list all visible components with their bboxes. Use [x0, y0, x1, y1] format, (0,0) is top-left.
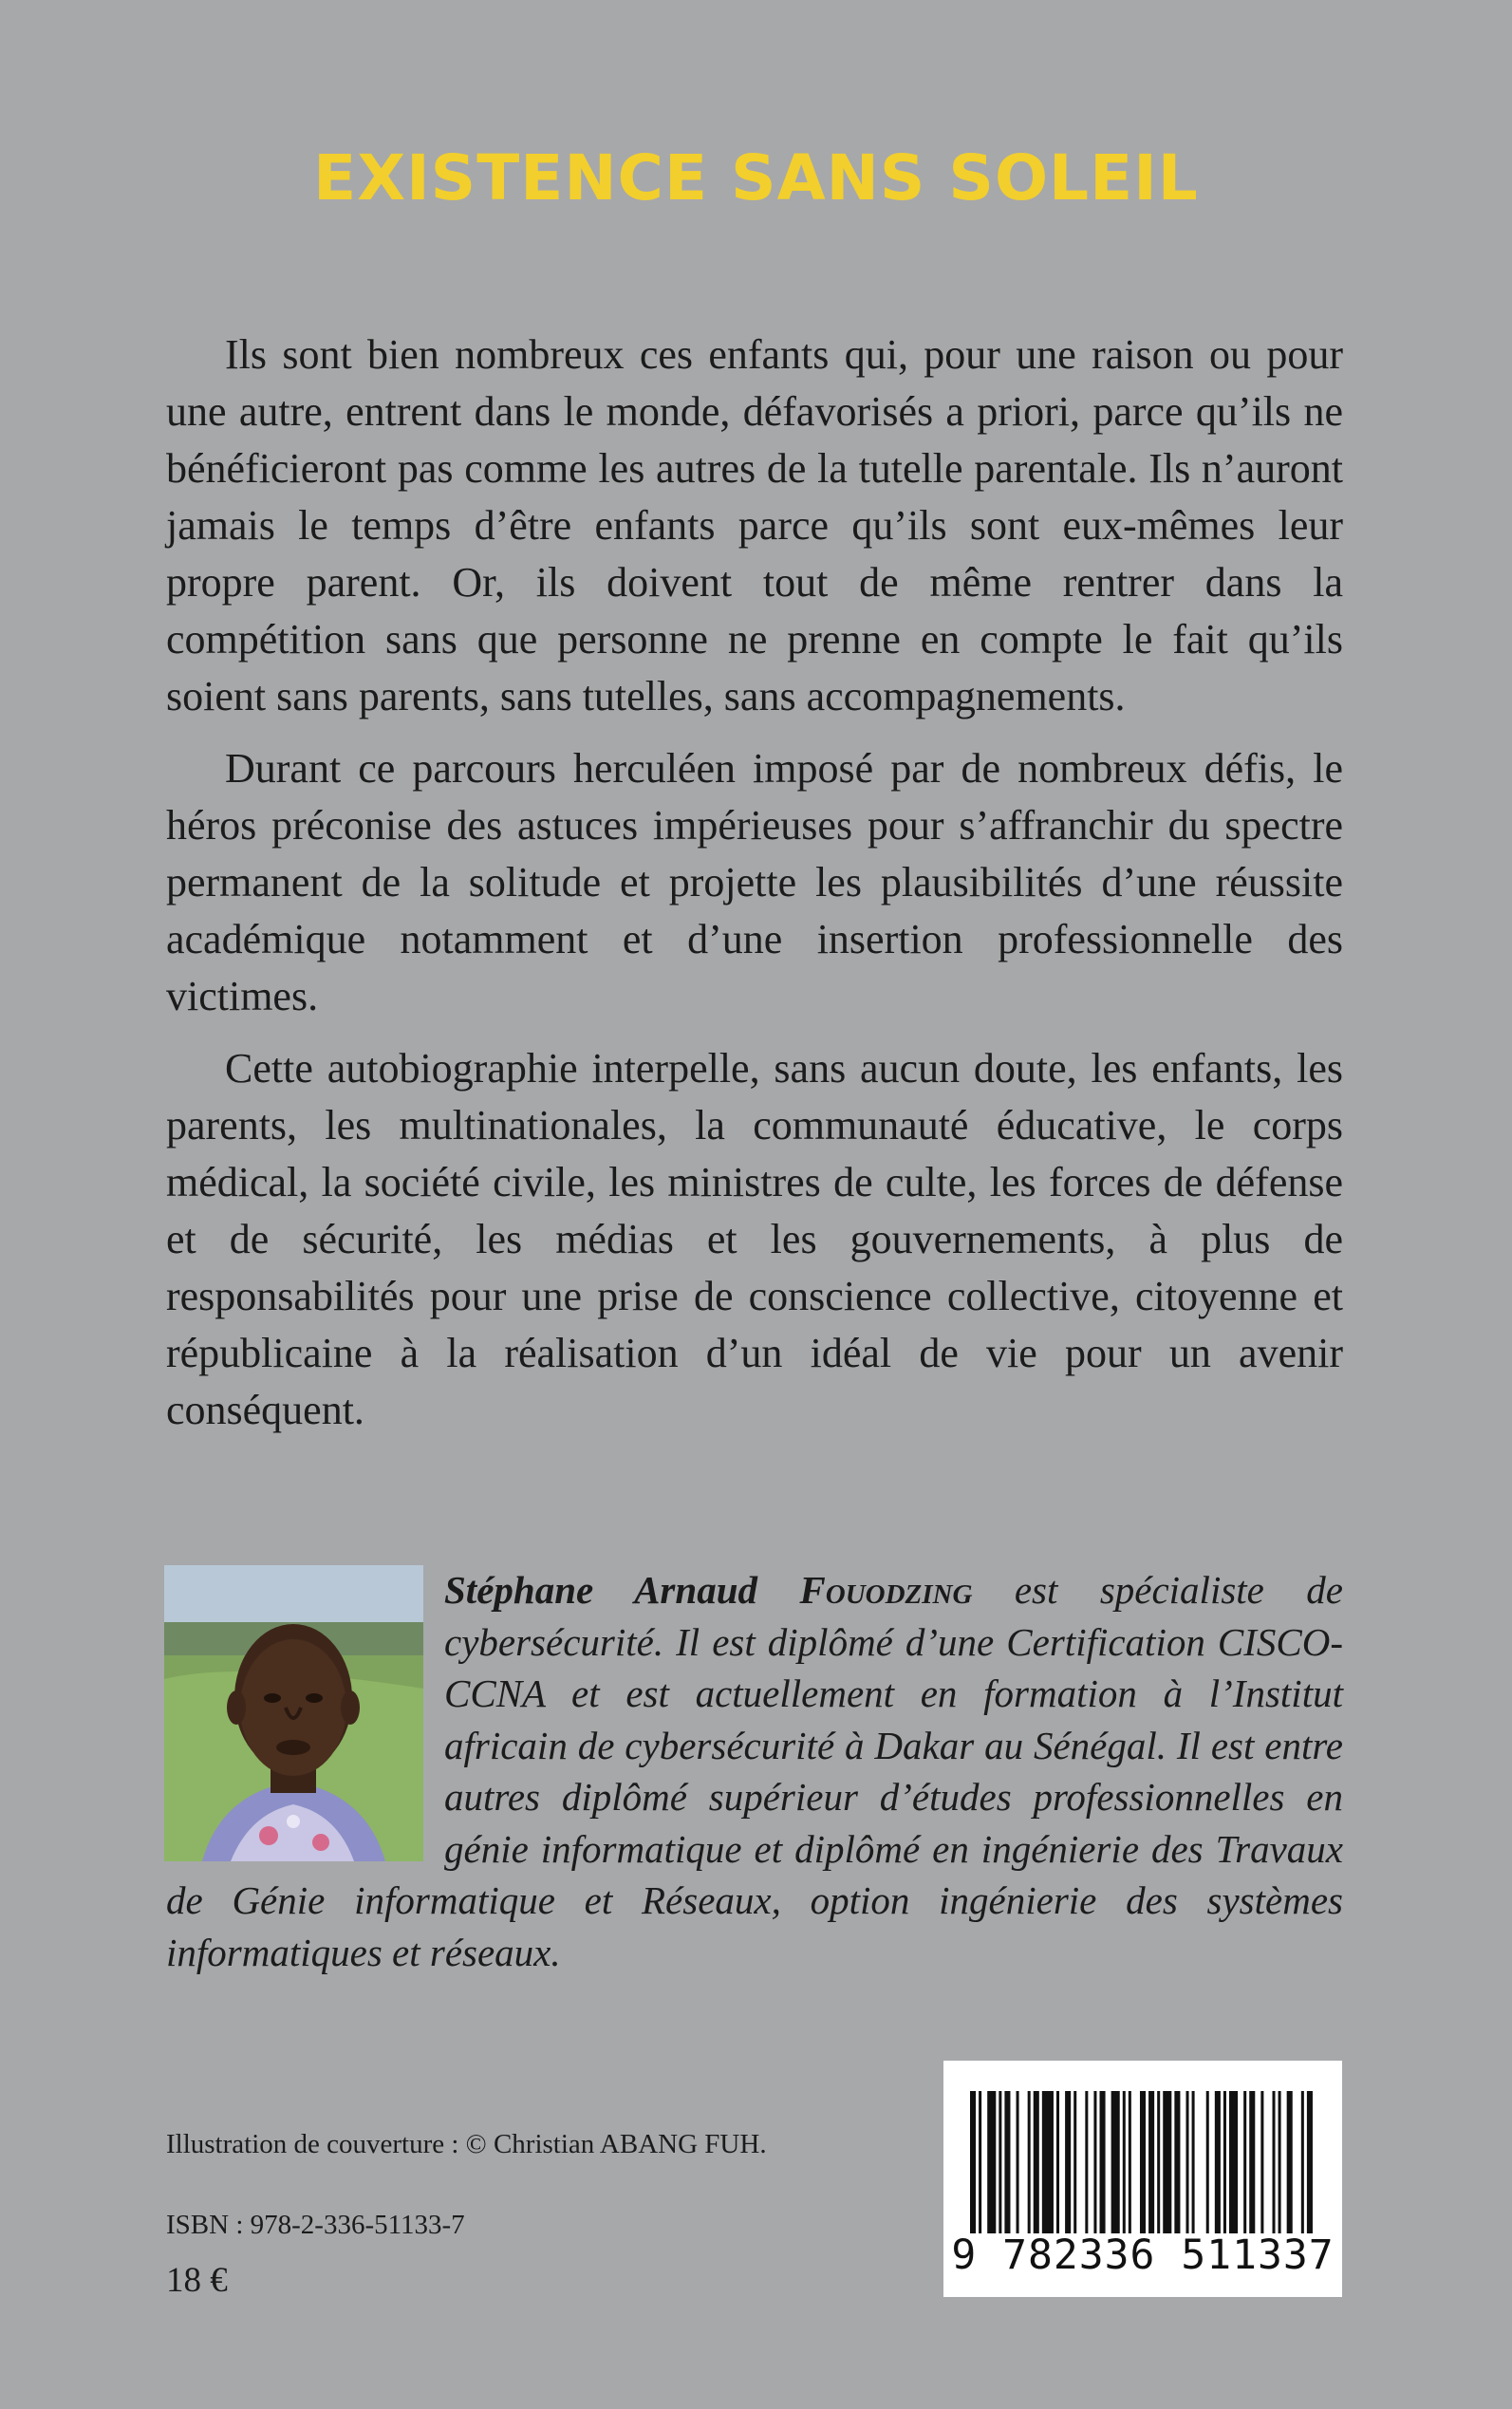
- barcode-bar-17: [1129, 2091, 1131, 2233]
- barcode-bar-25: [1206, 2091, 1209, 2233]
- barcode-bar-14: [1100, 2091, 1106, 2233]
- barcode-bar-13: [1093, 2091, 1096, 2233]
- photo-wrap-spacer: [166, 1564, 444, 1874]
- back-cover-blurb: [166, 327, 1343, 1454]
- barcode-bar-28: [1229, 2091, 1238, 2233]
- barcode-bars: [970, 2091, 1316, 2233]
- barcode-bar-35: [1301, 2091, 1304, 2233]
- barcode-bar-21: [1163, 2091, 1171, 2233]
- barcode-bar-1: [979, 2091, 981, 2233]
- barcode-bar-10: [1065, 2091, 1071, 2233]
- cover-illustration-credit: Illustration de couverture : © Christian ABANG FUH.: [166, 2129, 767, 2159]
- barcode-bar-33: [1279, 2091, 1281, 2233]
- barcode-bar-2: [987, 2091, 996, 2233]
- barcode-bar-24: [1192, 2091, 1195, 2233]
- barcode-bar-20: [1157, 2091, 1160, 2233]
- barcode-bar-26: [1215, 2091, 1221, 2233]
- isbn: ISBN : 978-2-336-51133-7: [166, 2210, 465, 2240]
- barcode-bar-23: [1186, 2091, 1189, 2233]
- author-bio: [166, 1564, 1343, 1978]
- price: 18 €: [166, 2261, 228, 2300]
- barcode-bar-34: [1287, 2091, 1293, 2233]
- book-title: EXISTENCE SANS SOLEIL: [313, 141, 1199, 215]
- author-bio-text: est spécialiste de cybersécurité. Il est diplômé d’une Certification CISCO-CCNA et est actuellement en formation à l’Institut africain de cybersécurité à Dakar au Sénégal. Il est entre autres diplômé supérieur d’études professionnelles en génie informatique et diplômé en ingénierie des Travaux de Génie informatique et Réseaux, option ingénierie des systèmes informatiques et réseaux.: [166, 1568, 1343, 1974]
- barcode-bar-16: [1123, 2091, 1126, 2233]
- barcode-bar-7: [1034, 2091, 1039, 2233]
- blurb-paragraph-1: Ils sont bien nombreux ces enfants qui, pour une raison ou pour une autre, entrent dans le monde, défavorisés a priori, parce qu’ils ne bénéficieront pas comme les autres de la tutelle parentale. Ils n’auront jamais le temps d’être enfants parce qu’ils sont eux-mêmes leur propre parent. Or, ils doivent tout de même rentrer dans la compétition sans que personne ne prenne en compte le fait qu’ils soient sans parents, sans tutelles, sans accompagnements.: [166, 331, 1343, 719]
- barcode-bar-8: [1042, 2091, 1054, 2233]
- barcode-bar-0: [970, 2091, 976, 2233]
- author-first-names: Stéphane Arnaud: [444, 1568, 757, 1612]
- barcode-bar-29: [1243, 2091, 1246, 2233]
- blurb-paragraph-2: Durant ce parcours herculéen imposé par de nombreux défis, le héros préconise des astuces impérieuses pour s’affranchir du spectre permanent de la solitude et projette les plausibilités d’une réussite académique notamment et d’une insertion professionnelle des victimes.: [166, 745, 1343, 1019]
- barcode-bar-6: [1028, 2091, 1031, 2233]
- barcode-number: 9 782336 511337: [951, 2232, 1335, 2279]
- barcode-bar-19: [1148, 2091, 1154, 2233]
- barcode-bar-9: [1056, 2091, 1059, 2233]
- barcode: [943, 2061, 1342, 2297]
- barcode-bar-5: [1017, 2091, 1019, 2233]
- barcode-bar-4: [1004, 2091, 1010, 2233]
- barcode-bar-31: [1260, 2091, 1263, 2233]
- barcode-bar-30: [1249, 2091, 1255, 2233]
- barcode-bar-11: [1073, 2091, 1076, 2233]
- barcode-bar-32: [1273, 2091, 1276, 2233]
- barcode-bar-15: [1111, 2091, 1120, 2233]
- barcode-bar-18: [1140, 2091, 1146, 2233]
- barcode-bar-12: [1085, 2091, 1088, 2233]
- barcode-bar-27: [1223, 2091, 1226, 2233]
- author-surname: Fouodzing: [799, 1568, 973, 1612]
- barcode-bar-22: [1174, 2091, 1180, 2233]
- barcode-bar-36: [1307, 2091, 1313, 2233]
- blurb-paragraph-3: Cette autobiographie interpelle, sans aucun doute, les enfants, les parents, les multinationales, la communauté éducative, le corps médical, la société civile, les ministres de culte, les forces de défense et de sécurité, les médias et les gouvernements, à plus de responsabilités pour une prise de conscience collective, citoyenne et républicaine à la réalisation d’un idéal de vie pour un avenir conséquent.: [166, 1045, 1343, 1433]
- barcode-bar-3: [999, 2091, 1001, 2233]
